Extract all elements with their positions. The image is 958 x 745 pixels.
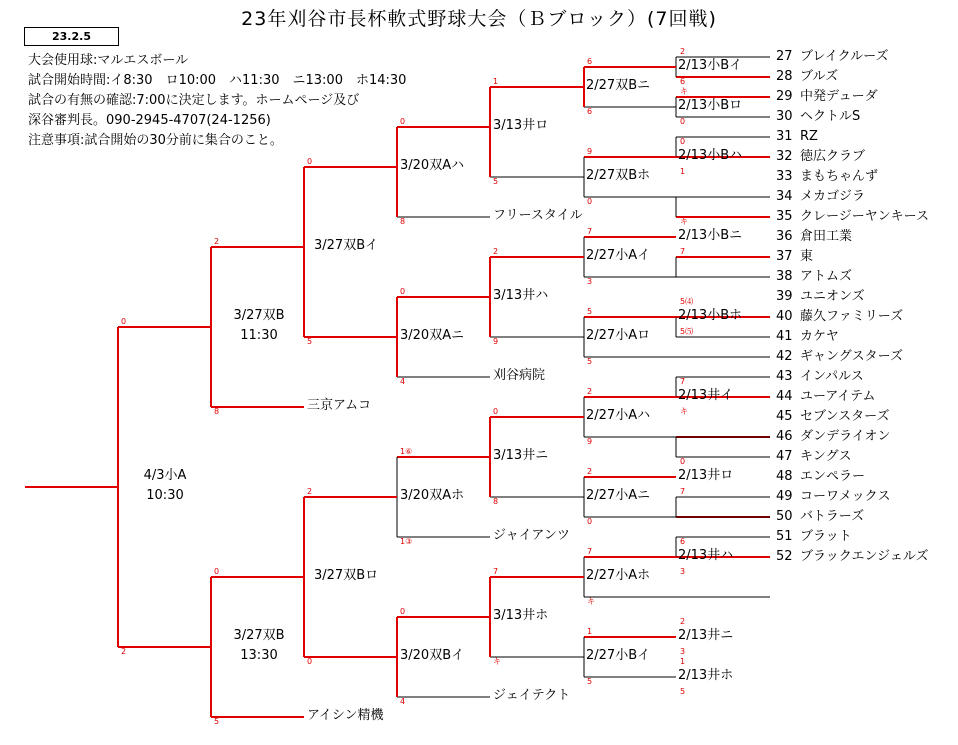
match-label: 3/13井ニ: [493, 448, 549, 463]
score: 4: [400, 697, 406, 706]
match-label: 2/27小Aハ: [586, 408, 651, 423]
score: 0: [307, 657, 313, 666]
team-name: RZ: [800, 129, 818, 144]
match-label: 3/13井ロ: [493, 118, 549, 133]
team-number: 47: [776, 449, 793, 464]
team-name: ユニオンズ: [800, 289, 865, 304]
team-name: クレージーヤンキース: [800, 209, 929, 224]
score: 5: [587, 677, 593, 686]
match-label: 2/13小Bロ: [678, 98, 743, 113]
team-name: アトムズ: [800, 269, 853, 284]
team-number: 41: [776, 329, 793, 344]
match-label: 2/13小Bイ: [678, 58, 743, 73]
match-label: 3/20双Bイ: [400, 648, 465, 663]
score-41: キ: [680, 407, 688, 416]
match-label: 2/13井ロ: [678, 468, 734, 483]
team-name: 東: [800, 249, 814, 264]
match-label: 3/20双Aホ: [400, 488, 465, 503]
score-51: 1: [680, 657, 686, 666]
score: 2: [587, 387, 593, 396]
seeded-team: フリースタイル: [493, 208, 583, 223]
match-label: 3/27双B: [233, 628, 285, 643]
seeded-team: ジェイテクト: [493, 688, 571, 703]
seeded-team: 刈谷病院: [493, 368, 546, 383]
score: キ: [493, 657, 501, 666]
score-43: 0: [680, 457, 686, 466]
match-label: 4/3小A: [143, 468, 187, 483]
score: 2: [214, 237, 220, 246]
info-line-notice: 注意事項:試合開始の30分前に集合のこと。: [28, 133, 283, 148]
score-29: キ: [680, 87, 688, 96]
score: 6: [587, 57, 593, 66]
score: 6: [587, 107, 593, 116]
team-number: 35: [776, 209, 793, 224]
score: 2: [121, 647, 127, 656]
score-37: 5⑷: [680, 297, 694, 306]
score: 2: [307, 487, 313, 496]
team-number: 52: [776, 549, 793, 564]
team-number: 31: [776, 129, 793, 144]
team-name: ダンデライオン: [800, 429, 891, 444]
team-name: インパルス: [800, 369, 864, 384]
score: 8: [493, 497, 499, 506]
score: 0: [587, 517, 593, 526]
info-line-times: 試合開始時間:イ8:30 ロ10:00 ハ11:30 ニ13:00 ホ14:30: [28, 73, 407, 88]
team-name: ブルズ: [800, 69, 839, 84]
info-line-check: 試合の有無の確認:7:00に決定します。ホームページ及び: [28, 93, 360, 108]
team-number: 36: [776, 229, 793, 244]
score: 0: [400, 607, 406, 616]
info-line-ball: 大会使用球:マルエスボール: [28, 53, 189, 68]
score: 5: [587, 307, 593, 316]
match-label: 3/20双Aハ: [400, 158, 465, 173]
score: 5: [587, 357, 593, 366]
team-name: 徳広クラブ: [800, 149, 866, 164]
team-name: ヘクトルS: [800, 109, 861, 124]
score: 8: [400, 217, 406, 226]
score-40: 7: [680, 377, 686, 386]
team-number: 51: [776, 529, 793, 544]
match-label: 2/13井ニ: [678, 628, 734, 643]
team-number: 34: [776, 189, 793, 204]
team-name: メカゴジラ: [800, 189, 866, 204]
match-label: 2/13小Bハ: [678, 148, 743, 163]
seeded-team: ジャイアンツ: [493, 528, 570, 543]
team-name: 倉田工業: [800, 229, 853, 244]
team-number: 33: [776, 169, 793, 184]
team-name: キングス: [800, 449, 852, 464]
score-47: 3: [680, 567, 686, 576]
score-27: 2: [680, 47, 686, 56]
team-number: 38: [776, 269, 793, 284]
score: 7: [493, 567, 499, 576]
score-38: 5⑸: [680, 327, 694, 336]
match-label: 3/13井ハ: [493, 288, 549, 303]
team-name: バトラーズ: [800, 509, 865, 524]
team-number: 50: [776, 509, 793, 524]
score-44: 7: [680, 487, 686, 496]
score: 4: [400, 377, 406, 386]
match-time: 11:30: [240, 328, 278, 343]
score-34: キ: [680, 217, 688, 226]
score: 9: [587, 437, 593, 446]
team-name: セブンスターズ: [800, 409, 890, 424]
match-label: 2/13井イ: [678, 388, 734, 403]
match-label: 2/13井ハ: [678, 548, 734, 563]
match-label: 2/27小Aホ: [586, 568, 651, 583]
team-name: カケヤ: [800, 329, 839, 344]
score-52: 5: [680, 687, 686, 696]
team-number: 32: [776, 149, 793, 164]
team-name: ブレイクルーズ: [800, 49, 889, 64]
score: 7: [587, 547, 593, 556]
team-name: まもちゃんず: [800, 169, 879, 184]
team-name: コーワメックス: [800, 489, 891, 504]
score: 0: [400, 117, 406, 126]
score: 9: [493, 337, 499, 346]
team-number: 49: [776, 489, 793, 504]
match-label: 3/13井ホ: [493, 608, 549, 623]
match-time: 13:30: [240, 648, 278, 663]
match-label: 2/13小Bホ: [678, 308, 743, 323]
score: 1⑥: [400, 447, 413, 456]
team-name: ギャングスターズ: [800, 349, 903, 364]
score: 0: [214, 567, 220, 576]
match-label: 2/27小Bイ: [586, 648, 651, 663]
team-number: 37: [776, 249, 793, 264]
score-50: 3: [680, 647, 686, 656]
team-name: ブラックエンジェルズ: [800, 549, 929, 564]
score: 5: [214, 717, 220, 726]
score: 5: [493, 177, 499, 186]
score-32: 1: [680, 167, 686, 176]
seeded-team: 三京アムコ: [307, 398, 372, 413]
score-31: 0: [680, 137, 686, 146]
match-label: 3/27双Bロ: [314, 568, 379, 583]
match-label: 2/27双Bホ: [586, 168, 651, 183]
score: 2: [493, 247, 499, 256]
team-number: 30: [776, 109, 793, 124]
team-number: 45: [776, 409, 793, 424]
score: 0: [400, 287, 406, 296]
score: 1: [587, 627, 593, 636]
team-name: 藤久ファミリーズ: [800, 309, 904, 324]
match-label: 2/13小Bニ: [678, 228, 743, 243]
match-label: 3/27双Bイ: [314, 238, 379, 253]
score-35: 7: [680, 247, 686, 256]
score-30: 0: [680, 117, 686, 126]
score-28: 6: [680, 77, 686, 86]
team-number: 43: [776, 369, 793, 384]
info-line-contact: 深谷審判長。090-2945-4707(24-1256): [28, 113, 271, 128]
score: キ: [587, 597, 595, 606]
score: 0: [307, 157, 313, 166]
score: 0: [493, 407, 499, 416]
team-name: 中発デューダ: [800, 89, 878, 104]
match-label: 2/27小Aイ: [586, 248, 651, 263]
team-number: 48: [776, 469, 793, 484]
score: 5: [307, 337, 313, 346]
match-time: 10:30: [146, 488, 184, 503]
score: 2: [587, 467, 593, 476]
date-box: 23.2.5: [24, 27, 119, 46]
page-title: 23年刈谷市長杯軟式野球大会（Ｂブロック）(7回戦): [241, 8, 717, 30]
score: 0: [587, 197, 593, 206]
score: 0: [121, 317, 127, 326]
team-name: ユーアイテム: [800, 389, 876, 404]
match-label: 2/27小Aロ: [586, 328, 651, 343]
score: 1③: [400, 537, 413, 546]
team-number: 27: [776, 49, 793, 64]
match-label: 2/27小Aニ: [586, 488, 651, 503]
score: 8: [214, 407, 220, 416]
team-number: 42: [776, 349, 793, 364]
score: 1: [493, 77, 499, 86]
score-46: 6: [680, 537, 686, 546]
score: 9: [587, 147, 593, 156]
team-number: 44: [776, 389, 793, 404]
team-number: 40: [776, 309, 793, 324]
score: 7: [587, 227, 593, 236]
team-number: 46: [776, 429, 793, 444]
match-label: 3/20双Aニ: [400, 328, 465, 343]
score: 3: [587, 277, 593, 286]
match-label: 2/13井ホ: [678, 668, 734, 683]
match-label: 2/27双Bニ: [586, 78, 651, 93]
team-name: ブラット: [800, 529, 852, 544]
match-label: 3/27双B: [233, 308, 285, 323]
score-49: 2: [680, 617, 686, 626]
team-name: エンペラー: [800, 469, 866, 484]
team-number: 28: [776, 69, 793, 84]
seeded-team: アイシン精機: [307, 708, 384, 723]
team-number: 29: [776, 89, 793, 104]
team-number: 39: [776, 289, 793, 304]
